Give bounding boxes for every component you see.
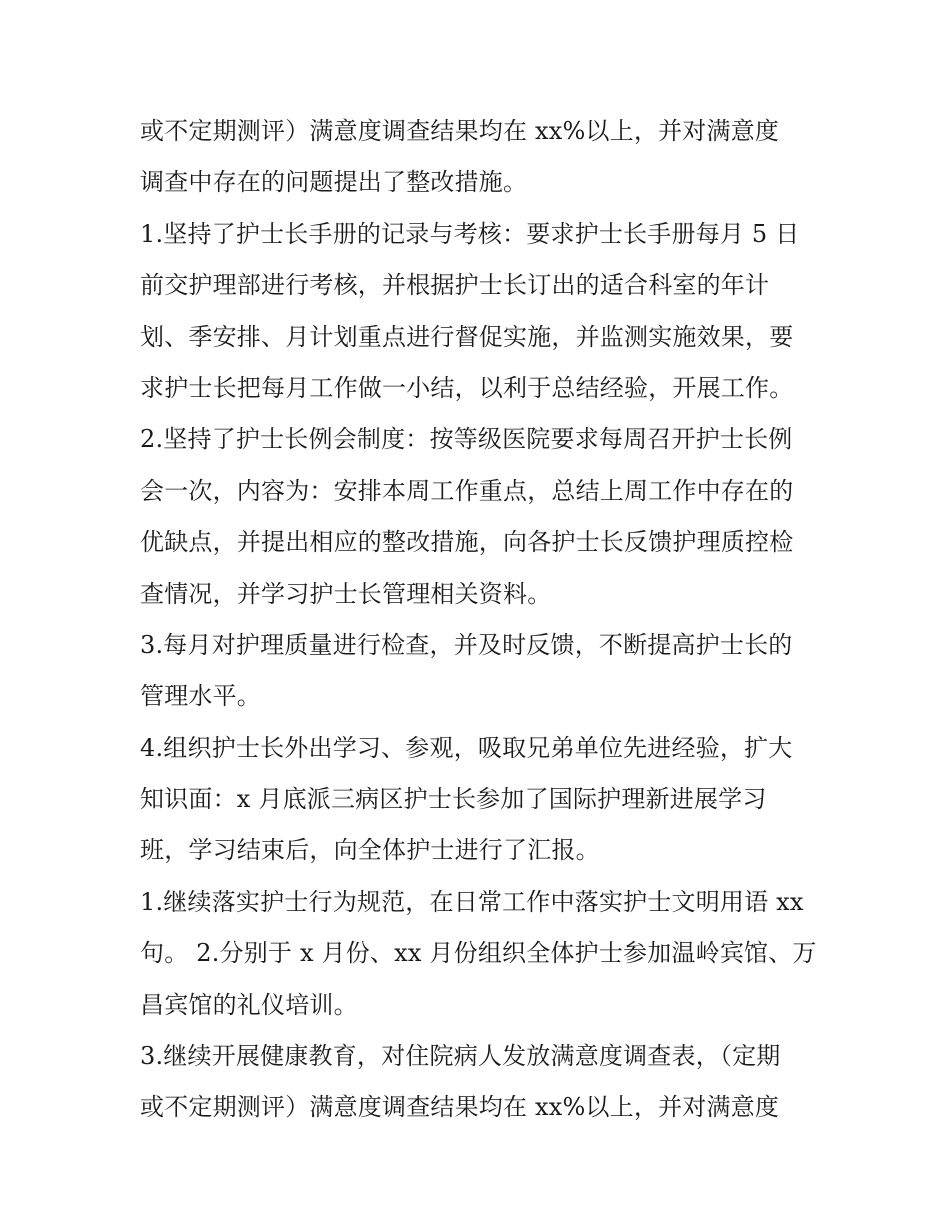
text-line: 查情况，并学习护士长管理相关资料。 <box>140 579 552 608</box>
text-line: 调查中存在的问题提出了整改措施。 <box>140 168 528 197</box>
document-body <box>140 106 820 1134</box>
text-line: 1.继续落实护士行为规范，在日常工作中落实护士文明用语 xx <box>140 887 804 916</box>
text-line: 划、季安排、月计划重点进行督促实施，并监测实施效果，要 <box>140 322 794 351</box>
text-line: 3.继续开展健康教育，对住院病人发放满意度调查表，（定期 <box>140 1042 781 1071</box>
text-line: 或不定期测评）满意度调查结果均在 xx%以上，并对满意度 <box>140 117 780 145</box>
text-line: 前交护理部进行考核，并根据护士长订出的适合科室的年计 <box>140 271 770 300</box>
text-line: 1.坚持了护士长手册的记录与考核：要求护士长手册每月 5 日 <box>140 219 800 248</box>
text-line: 昌宾馆的礼仪培训。 <box>140 990 358 1019</box>
text-line: 会一次，内容为：安排本周工作重点，总结上周工作中存在的 <box>140 476 794 505</box>
text-line: 班，学习结束后，向全体护士进行了汇报。 <box>140 836 600 865</box>
text-line: 优缺点，并提出相应的整改措施，向各护士长反馈护理质控检 <box>140 528 794 557</box>
text-line: 或不定期测评）满意度调查结果均在 xx%以上，并对满意度 <box>140 1093 780 1122</box>
text-line: 求护士长把每月工作做一小结，以利于总结经验，开展工作。 <box>140 373 794 402</box>
text-line: 3.每月对护理质量进行检查，并及时反馈，不断提高护士长的 <box>140 630 793 659</box>
text-line: 知识面：x 月底派三病区护士长参加了国际护理新进展学习 <box>140 785 767 814</box>
text-line: 句。 2.分别于 x 月份、xx 月份组织全体护士参加温岭宾馆、万 <box>140 939 817 968</box>
text-line: 管理水平。 <box>140 682 261 711</box>
text-line: 4.组织护士长外出学习、参观，吸取兄弟单位先进经验，扩大 <box>140 733 793 762</box>
text-line: 2.坚持了护士长例会制度：按等级医院要求每周召开护士长例 <box>140 425 793 454</box>
